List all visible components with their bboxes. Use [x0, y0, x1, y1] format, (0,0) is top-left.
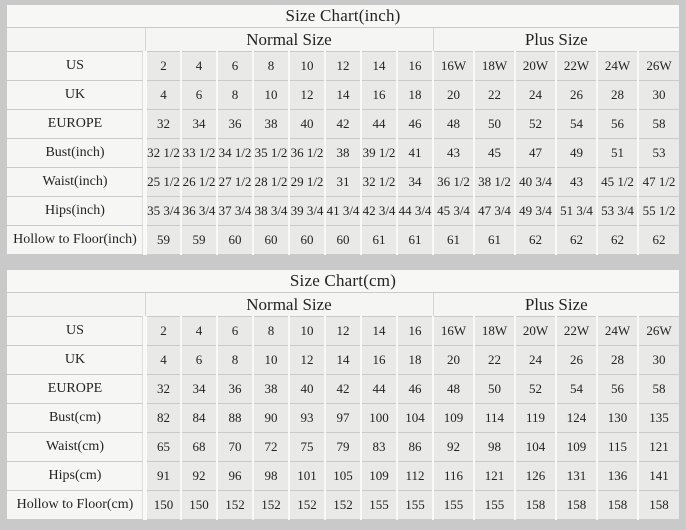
size-cell: 141 [638, 462, 679, 491]
table-row [7, 168, 679, 197]
size-cell: 39 3/4 [289, 197, 325, 226]
table-title: Size Chart(inch) [7, 5, 679, 28]
size-cell: 158 [515, 491, 556, 520]
size-cell: 131 [556, 462, 597, 491]
size-cell: 90 [253, 404, 289, 433]
size-cell: 26W [638, 52, 679, 81]
size-cell: 114 [474, 404, 515, 433]
size-cell: 86 [397, 433, 433, 462]
size-cell: 62 [556, 226, 597, 255]
size-cell: 58 [638, 110, 679, 139]
size-cell: 25 1/2 [145, 168, 181, 197]
size-cell: 49 3/4 [515, 197, 556, 226]
size-cell: 98 [253, 462, 289, 491]
size-cell: 16W [433, 317, 474, 346]
size-cell: 53 3/4 [597, 197, 638, 226]
size-cell: 45 3/4 [433, 197, 474, 226]
size-cell: 155 [361, 491, 397, 520]
size-cell: 45 1/2 [597, 168, 638, 197]
size-cell: 42 [325, 375, 361, 404]
size-cell: 54 [556, 375, 597, 404]
corner-cell [7, 28, 145, 52]
row-label: Hips(inch) [7, 197, 145, 226]
size-cell: 104 [397, 404, 433, 433]
size-cell: 60 [325, 226, 361, 255]
size-cell: 32 1/2 [361, 168, 397, 197]
size-cell: 10 [253, 81, 289, 110]
size-cell: 155 [397, 491, 433, 520]
row-label: US [7, 52, 145, 81]
table-row [7, 52, 679, 81]
size-cell: 75 [289, 433, 325, 462]
size-cell: 29 1/2 [289, 168, 325, 197]
table-row [7, 433, 679, 462]
size-cell: 49 [556, 139, 597, 168]
size-cell: 14 [361, 317, 397, 346]
size-cell: 24W [597, 317, 638, 346]
size-cell: 20W [515, 317, 556, 346]
size-cell: 26 1/2 [181, 168, 217, 197]
size-cell: 38 [325, 139, 361, 168]
column-group-row [7, 28, 679, 52]
size-cell: 109 [556, 433, 597, 462]
size-cell: 50 [474, 375, 515, 404]
size-cell: 16 [361, 346, 397, 375]
row-label: Bust(inch) [7, 139, 145, 168]
size-chart-cm-table [7, 270, 679, 520]
size-cell: 104 [515, 433, 556, 462]
table-row [7, 226, 679, 255]
size-cell: 116 [433, 462, 474, 491]
size-cell: 115 [597, 433, 638, 462]
size-cell: 50 [474, 110, 515, 139]
size-cell: 44 [361, 375, 397, 404]
size-cell: 92 [433, 433, 474, 462]
size-cell: 124 [556, 404, 597, 433]
size-chart-inch-table [7, 5, 679, 255]
table-row [7, 491, 679, 520]
table-body [7, 52, 679, 255]
table-row [7, 81, 679, 110]
size-cell: 60 [289, 226, 325, 255]
size-cell: 51 3/4 [556, 197, 597, 226]
column-group-normal: Normal Size [145, 293, 433, 317]
size-cell: 61 [474, 226, 515, 255]
size-cell: 83 [361, 433, 397, 462]
size-cell: 42 [325, 110, 361, 139]
size-cell: 56 [597, 110, 638, 139]
size-cell: 10 [289, 317, 325, 346]
size-cell: 16 [361, 81, 397, 110]
size-cell: 4 [145, 81, 181, 110]
size-cell: 30 [638, 81, 679, 110]
size-cell: 112 [397, 462, 433, 491]
size-cell: 101 [289, 462, 325, 491]
size-cell: 152 [253, 491, 289, 520]
size-cell: 2 [145, 317, 181, 346]
size-cell: 109 [361, 462, 397, 491]
size-cell: 158 [597, 491, 638, 520]
row-label: Bust(cm) [7, 404, 145, 433]
size-cell: 41 [397, 139, 433, 168]
column-group-plus: Plus Size [433, 293, 679, 317]
size-cell: 72 [253, 433, 289, 462]
size-cell: 36 3/4 [181, 197, 217, 226]
size-cell: 24W [597, 52, 638, 81]
size-cell: 33 1/2 [181, 139, 217, 168]
table-row [7, 110, 679, 139]
title-row [7, 270, 679, 293]
size-cell: 12 [289, 81, 325, 110]
row-label: UK [7, 81, 145, 110]
size-cell: 105 [325, 462, 361, 491]
size-cell: 20 [433, 346, 474, 375]
size-cell: 56 [597, 375, 638, 404]
size-cell: 46 [397, 110, 433, 139]
size-cell: 2 [145, 52, 181, 81]
size-cell: 96 [217, 462, 253, 491]
size-cell: 36 [217, 375, 253, 404]
size-cell: 65 [145, 433, 181, 462]
size-cell: 47 1/2 [638, 168, 679, 197]
size-cell: 70 [217, 433, 253, 462]
size-cell: 36 1/2 [433, 168, 474, 197]
size-cell: 34 1/2 [217, 139, 253, 168]
size-cell: 62 [597, 226, 638, 255]
size-cell: 38 1/2 [474, 168, 515, 197]
size-cell: 135 [638, 404, 679, 433]
size-cell: 79 [325, 433, 361, 462]
size-cell: 126 [515, 462, 556, 491]
size-cell: 24 [515, 81, 556, 110]
size-cell: 54 [556, 110, 597, 139]
size-cell: 18W [474, 317, 515, 346]
table-title: Size Chart(cm) [7, 270, 679, 293]
size-cell: 32 1/2 [145, 139, 181, 168]
size-cell: 35 3/4 [145, 197, 181, 226]
size-cell: 26 [556, 81, 597, 110]
size-cell: 14 [361, 52, 397, 81]
size-cell: 48 [433, 110, 474, 139]
size-cell: 53 [638, 139, 679, 168]
size-cell: 20 [433, 81, 474, 110]
corner-cell [7, 293, 145, 317]
size-cell: 8 [253, 317, 289, 346]
size-cell: 6 [181, 346, 217, 375]
size-cell: 24 [515, 346, 556, 375]
table-body [7, 317, 679, 520]
size-cell: 4 [181, 52, 217, 81]
size-cell: 31 [325, 168, 361, 197]
size-cell: 18 [397, 81, 433, 110]
size-cell: 26W [638, 317, 679, 346]
size-cell: 35 1/2 [253, 139, 289, 168]
size-cell: 60 [217, 226, 253, 255]
size-cell: 36 1/2 [289, 139, 325, 168]
size-cell: 26 [556, 346, 597, 375]
table-row [7, 317, 679, 346]
table-row [7, 139, 679, 168]
size-cell: 8 [253, 52, 289, 81]
size-cell: 130 [597, 404, 638, 433]
size-cell: 18W [474, 52, 515, 81]
size-cell: 38 3/4 [253, 197, 289, 226]
table-row [7, 346, 679, 375]
size-cell: 28 [597, 346, 638, 375]
size-cell: 6 [217, 52, 253, 81]
size-cell: 40 [289, 110, 325, 139]
size-cell: 28 [597, 81, 638, 110]
size-cell: 40 [289, 375, 325, 404]
size-cell: 40 3/4 [515, 168, 556, 197]
size-cell: 93 [289, 404, 325, 433]
size-cell: 6 [217, 317, 253, 346]
size-cell: 42 3/4 [361, 197, 397, 226]
size-cell: 12 [325, 317, 361, 346]
size-cell: 68 [181, 433, 217, 462]
size-cell: 52 [515, 110, 556, 139]
row-label: US [7, 317, 145, 346]
size-cell: 4 [181, 317, 217, 346]
size-cell: 6 [181, 81, 217, 110]
size-cell: 10 [289, 52, 325, 81]
column-group-normal: Normal Size [145, 28, 433, 52]
row-label: EUROPE [7, 110, 145, 139]
size-cell: 92 [181, 462, 217, 491]
row-label: UK [7, 346, 145, 375]
size-cell: 62 [638, 226, 679, 255]
size-cell: 39 1/2 [361, 139, 397, 168]
size-cell: 91 [145, 462, 181, 491]
size-cell: 43 [556, 168, 597, 197]
size-cell: 158 [638, 491, 679, 520]
size-cell: 36 [217, 110, 253, 139]
size-cell: 121 [474, 462, 515, 491]
row-label: Waist(inch) [7, 168, 145, 197]
row-label: Hollow to Floor(cm) [7, 491, 145, 520]
size-cell: 97 [325, 404, 361, 433]
size-cell: 16 [397, 317, 433, 346]
table-row [7, 462, 679, 491]
size-cell: 18 [397, 346, 433, 375]
size-cell: 46 [397, 375, 433, 404]
size-cell: 16 [397, 52, 433, 81]
size-cell: 30 [638, 346, 679, 375]
size-cell: 22W [556, 52, 597, 81]
size-cell: 8 [217, 346, 253, 375]
size-cell: 45 [474, 139, 515, 168]
size-cell: 47 [515, 139, 556, 168]
size-cell: 10 [253, 346, 289, 375]
size-cell: 14 [325, 81, 361, 110]
size-cell: 155 [474, 491, 515, 520]
size-cell: 12 [325, 52, 361, 81]
column-group-plus: Plus Size [433, 28, 679, 52]
size-cell: 4 [145, 346, 181, 375]
size-cell: 98 [474, 433, 515, 462]
size-cell: 100 [361, 404, 397, 433]
size-cell: 41 3/4 [325, 197, 361, 226]
size-cell: 158 [556, 491, 597, 520]
size-cell: 51 [597, 139, 638, 168]
size-cell: 152 [325, 491, 361, 520]
size-cell: 44 3/4 [397, 197, 433, 226]
size-cell: 22 [474, 346, 515, 375]
size-cell: 119 [515, 404, 556, 433]
size-cell: 150 [145, 491, 181, 520]
title-row [7, 5, 679, 28]
size-cell: 136 [597, 462, 638, 491]
size-cell: 109 [433, 404, 474, 433]
size-cell: 47 3/4 [474, 197, 515, 226]
size-cell: 61 [361, 226, 397, 255]
size-cell: 27 1/2 [217, 168, 253, 197]
size-cell: 34 [181, 375, 217, 404]
size-cell: 82 [145, 404, 181, 433]
size-cell: 22 [474, 81, 515, 110]
size-cell: 43 [433, 139, 474, 168]
row-label: EUROPE [7, 375, 145, 404]
column-group-row [7, 293, 679, 317]
table-row [7, 197, 679, 226]
size-cell: 61 [397, 226, 433, 255]
size-cell: 59 [145, 226, 181, 255]
size-cell: 121 [638, 433, 679, 462]
row-label: Hollow to Floor(inch) [7, 226, 145, 255]
size-cell: 38 [253, 375, 289, 404]
size-cell: 52 [515, 375, 556, 404]
size-cell: 84 [181, 404, 217, 433]
row-label: Hips(cm) [7, 462, 145, 491]
size-cell: 34 [397, 168, 433, 197]
table-row [7, 375, 679, 404]
size-cell: 59 [181, 226, 217, 255]
row-label: Waist(cm) [7, 433, 145, 462]
size-cell: 37 3/4 [217, 197, 253, 226]
size-cell: 55 1/2 [638, 197, 679, 226]
size-cell: 8 [217, 81, 253, 110]
size-cell: 12 [289, 346, 325, 375]
size-cell: 14 [325, 346, 361, 375]
size-cell: 38 [253, 110, 289, 139]
size-cell: 150 [181, 491, 217, 520]
size-cell: 152 [289, 491, 325, 520]
size-cell: 58 [638, 375, 679, 404]
size-cell: 28 1/2 [253, 168, 289, 197]
size-cell: 34 [181, 110, 217, 139]
size-cell: 32 [145, 375, 181, 404]
size-cell: 22W [556, 317, 597, 346]
table-row [7, 404, 679, 433]
size-cell: 61 [433, 226, 474, 255]
size-cell: 48 [433, 375, 474, 404]
size-cell: 62 [515, 226, 556, 255]
size-cell: 16W [433, 52, 474, 81]
size-cell: 88 [217, 404, 253, 433]
size-cell: 32 [145, 110, 181, 139]
size-cell: 20W [515, 52, 556, 81]
size-cell: 60 [253, 226, 289, 255]
size-cell: 155 [433, 491, 474, 520]
size-cell: 44 [361, 110, 397, 139]
size-cell: 152 [217, 491, 253, 520]
